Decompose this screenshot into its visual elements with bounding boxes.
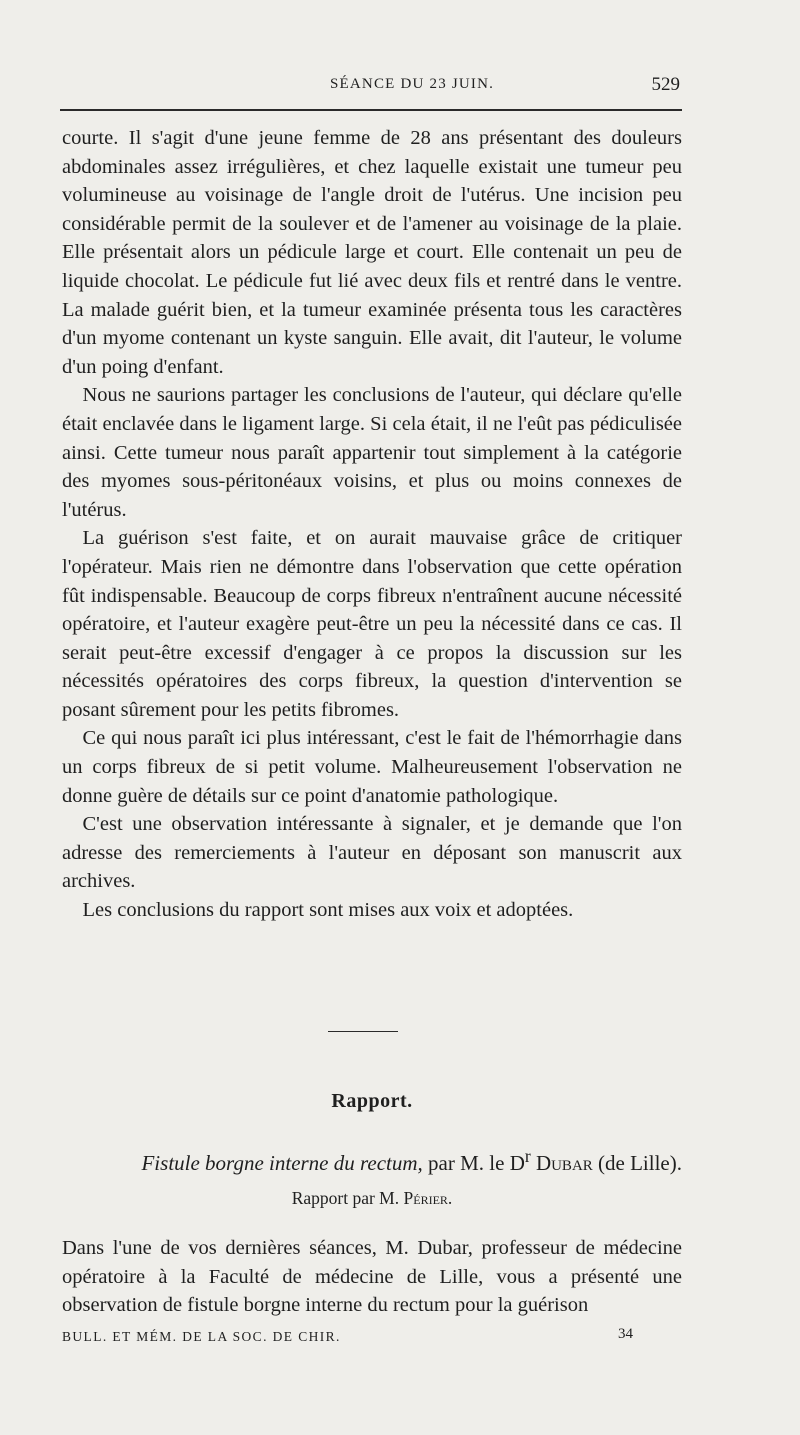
- paragraph: Dans l'une de vos dernières séances, M. Dubar, professeur de médecine opératoire à la Faculté de médecine de Lille, vous a présenté une observation de fistule borgne interne du rectum pour la guérison: [62, 1237, 682, 1317]
- section-heading: Rapport.: [331, 1090, 413, 1112]
- paragraph: courte. Il s'agit d'une jeune femme de 28 ans présentant des douleurs abdominales assez irrégulières, et chez laquelle existait une tumeur peu volumineuse au voisinage de l'angle droit de l'utérus. Une incision peu considérable permit de la soulever et de l'amener au voisinage de la plaie. Elle présentait alors un pédicule large et court. Elle contenait un peu de liquide chocolat. Le pédicule fut lié avec deux fils et rentré dans le ventre. La malade guérit bien, et la tumeur examinée présenta tous les caractères d'un myome contenant un kyste sanguin. Elle avait, dit l'auteur, le volume d'un poing d'enfant.: [62, 127, 682, 378]
- reporter-prefix: Rapport par M.: [291, 1188, 404, 1208]
- article-title: [62, 1146, 682, 1176]
- page-header: [60, 76, 680, 102]
- header-rule: [60, 109, 682, 111]
- main-text: [62, 124, 682, 925]
- signature-mark: 34: [618, 1326, 633, 1342]
- paragraph: Ce qui nous paraît ici plus intéressant, c'est le fait de l'hémorrhagie dans un corps fibreux de si petit volume. Malheureusement l'observation ne donne guère de détails sur ce point d'anatomie pathologique.: [62, 727, 682, 807]
- running-title: SÉANCE DU 23 JUIN.: [330, 76, 495, 92]
- article-title-italic: Fistule borgne interne du rectum,: [141, 1151, 423, 1175]
- section-divider: [328, 1031, 398, 1032]
- page-number: 529: [651, 74, 680, 95]
- paragraph: Les conclusions du rapport sont mises aux voix et adoptées.: [82, 899, 574, 922]
- paragraph: La guérison s'est faite, et on aurait mauvaise grâce de critiquer l'opérateur. Mais rien ne démontre dans l'observation que cette opération fût indispensable. Beaucoup de corps fibreux n'entraînent aucune nécessité opératoire, et l'auteur exagère peut-être un peu la nécessité dans ce cas. Il serait peut-être excessif d'engager à ce propos la discussion sur les nécessités opératoires des corps fibreux, la question d'intervention se posant sûrement pour les petits fibromes.: [62, 527, 682, 721]
- reporter-suffix: .: [447, 1188, 453, 1208]
- article-author: Dubar: [535, 1151, 593, 1175]
- article-place: (de Lille).: [592, 1151, 682, 1175]
- report-text: [62, 1234, 682, 1320]
- article-title-by: par M. le D: [422, 1151, 525, 1175]
- reporter-line: [62, 1188, 682, 1209]
- page-footer: [62, 1326, 682, 1348]
- paragraph: C'est une observation intéressante à signaler, et je demande que l'on adresse des remerciements à l'auteur en déposant son manuscrit aux archives.: [62, 813, 682, 893]
- reporter-name: Périer: [403, 1188, 448, 1208]
- article-title-sup: r: [524, 1146, 531, 1166]
- journal-name: BULL. ET MÉM. DE LA SOC. DE CHIR.: [62, 1329, 341, 1344]
- paragraph: Nous ne saurions partager les conclusions de l'auteur, qui déclare qu'elle était enclavée dans le ligament large. Si cela était, il ne l'eût pas pédiculisée ainsi. Cette tumeur nous paraît appartenir tout simplement à la catégorie des myomes sous-péritonéaux voisins, et plus ou moins connexes de l'utérus.: [62, 384, 682, 521]
